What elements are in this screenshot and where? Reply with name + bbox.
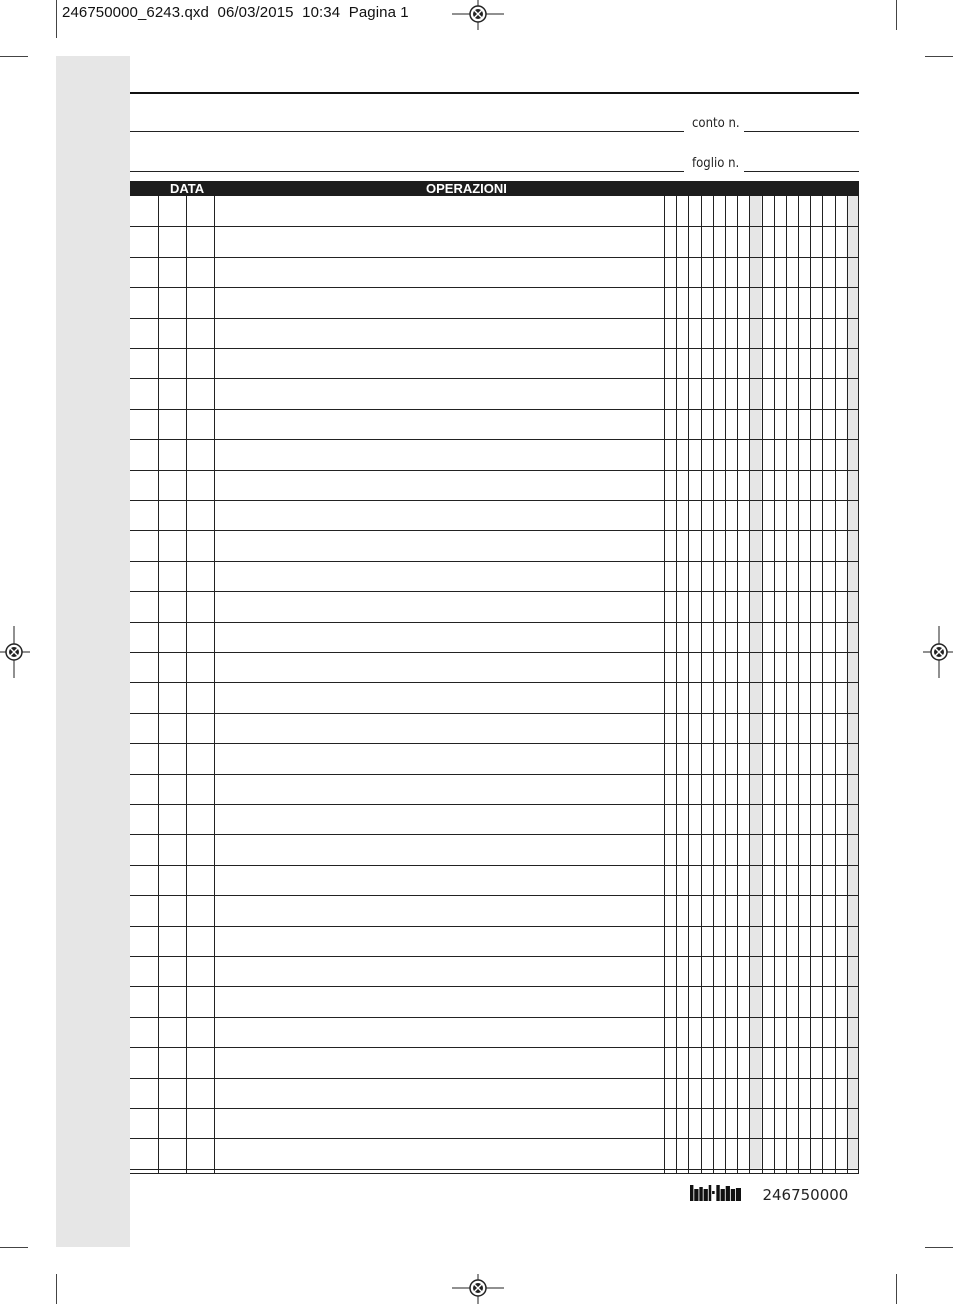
column-header-operazioni: OPERAZIONI [426,181,507,196]
slug-filename: 246750000_6243.qxd [62,4,209,21]
brand-logo-icon [690,1183,743,1203]
crop-mark [896,1274,897,1304]
product-code: 246750000 [762,1186,849,1204]
registration-mark-icon [0,626,30,678]
crop-mark [0,1247,28,1248]
slug-time: 10:34 [302,4,341,21]
brand-logo [690,1183,743,1205]
crop-mark [925,56,953,57]
ledger-grid[interactable] [130,196,859,1176]
registration-mark-icon [452,1274,504,1304]
crop-mark [896,0,897,30]
conto-number-line[interactable] [744,131,859,132]
crop-mark [56,0,57,38]
binding-margin [56,56,130,1247]
column-header-bar [130,181,859,196]
crop-mark [56,1274,57,1304]
registration-mark-icon [452,0,504,30]
slug-page: Pagina 1 [348,4,409,21]
print-slug [62,4,409,21]
crop-mark [925,1247,953,1248]
slug-date: 06/03/2015 [217,4,294,21]
foglio-number-line[interactable] [744,171,859,172]
name-line[interactable] [130,131,684,132]
footer [690,1183,848,1205]
foglio-label: foglio n. [692,156,740,171]
conto-label: conto n. [692,116,740,131]
crop-mark [0,56,28,57]
registration-mark-icon [923,626,953,678]
top-rule [130,92,859,94]
address-line[interactable] [130,171,684,172]
column-header-data: DATA [170,181,205,196]
